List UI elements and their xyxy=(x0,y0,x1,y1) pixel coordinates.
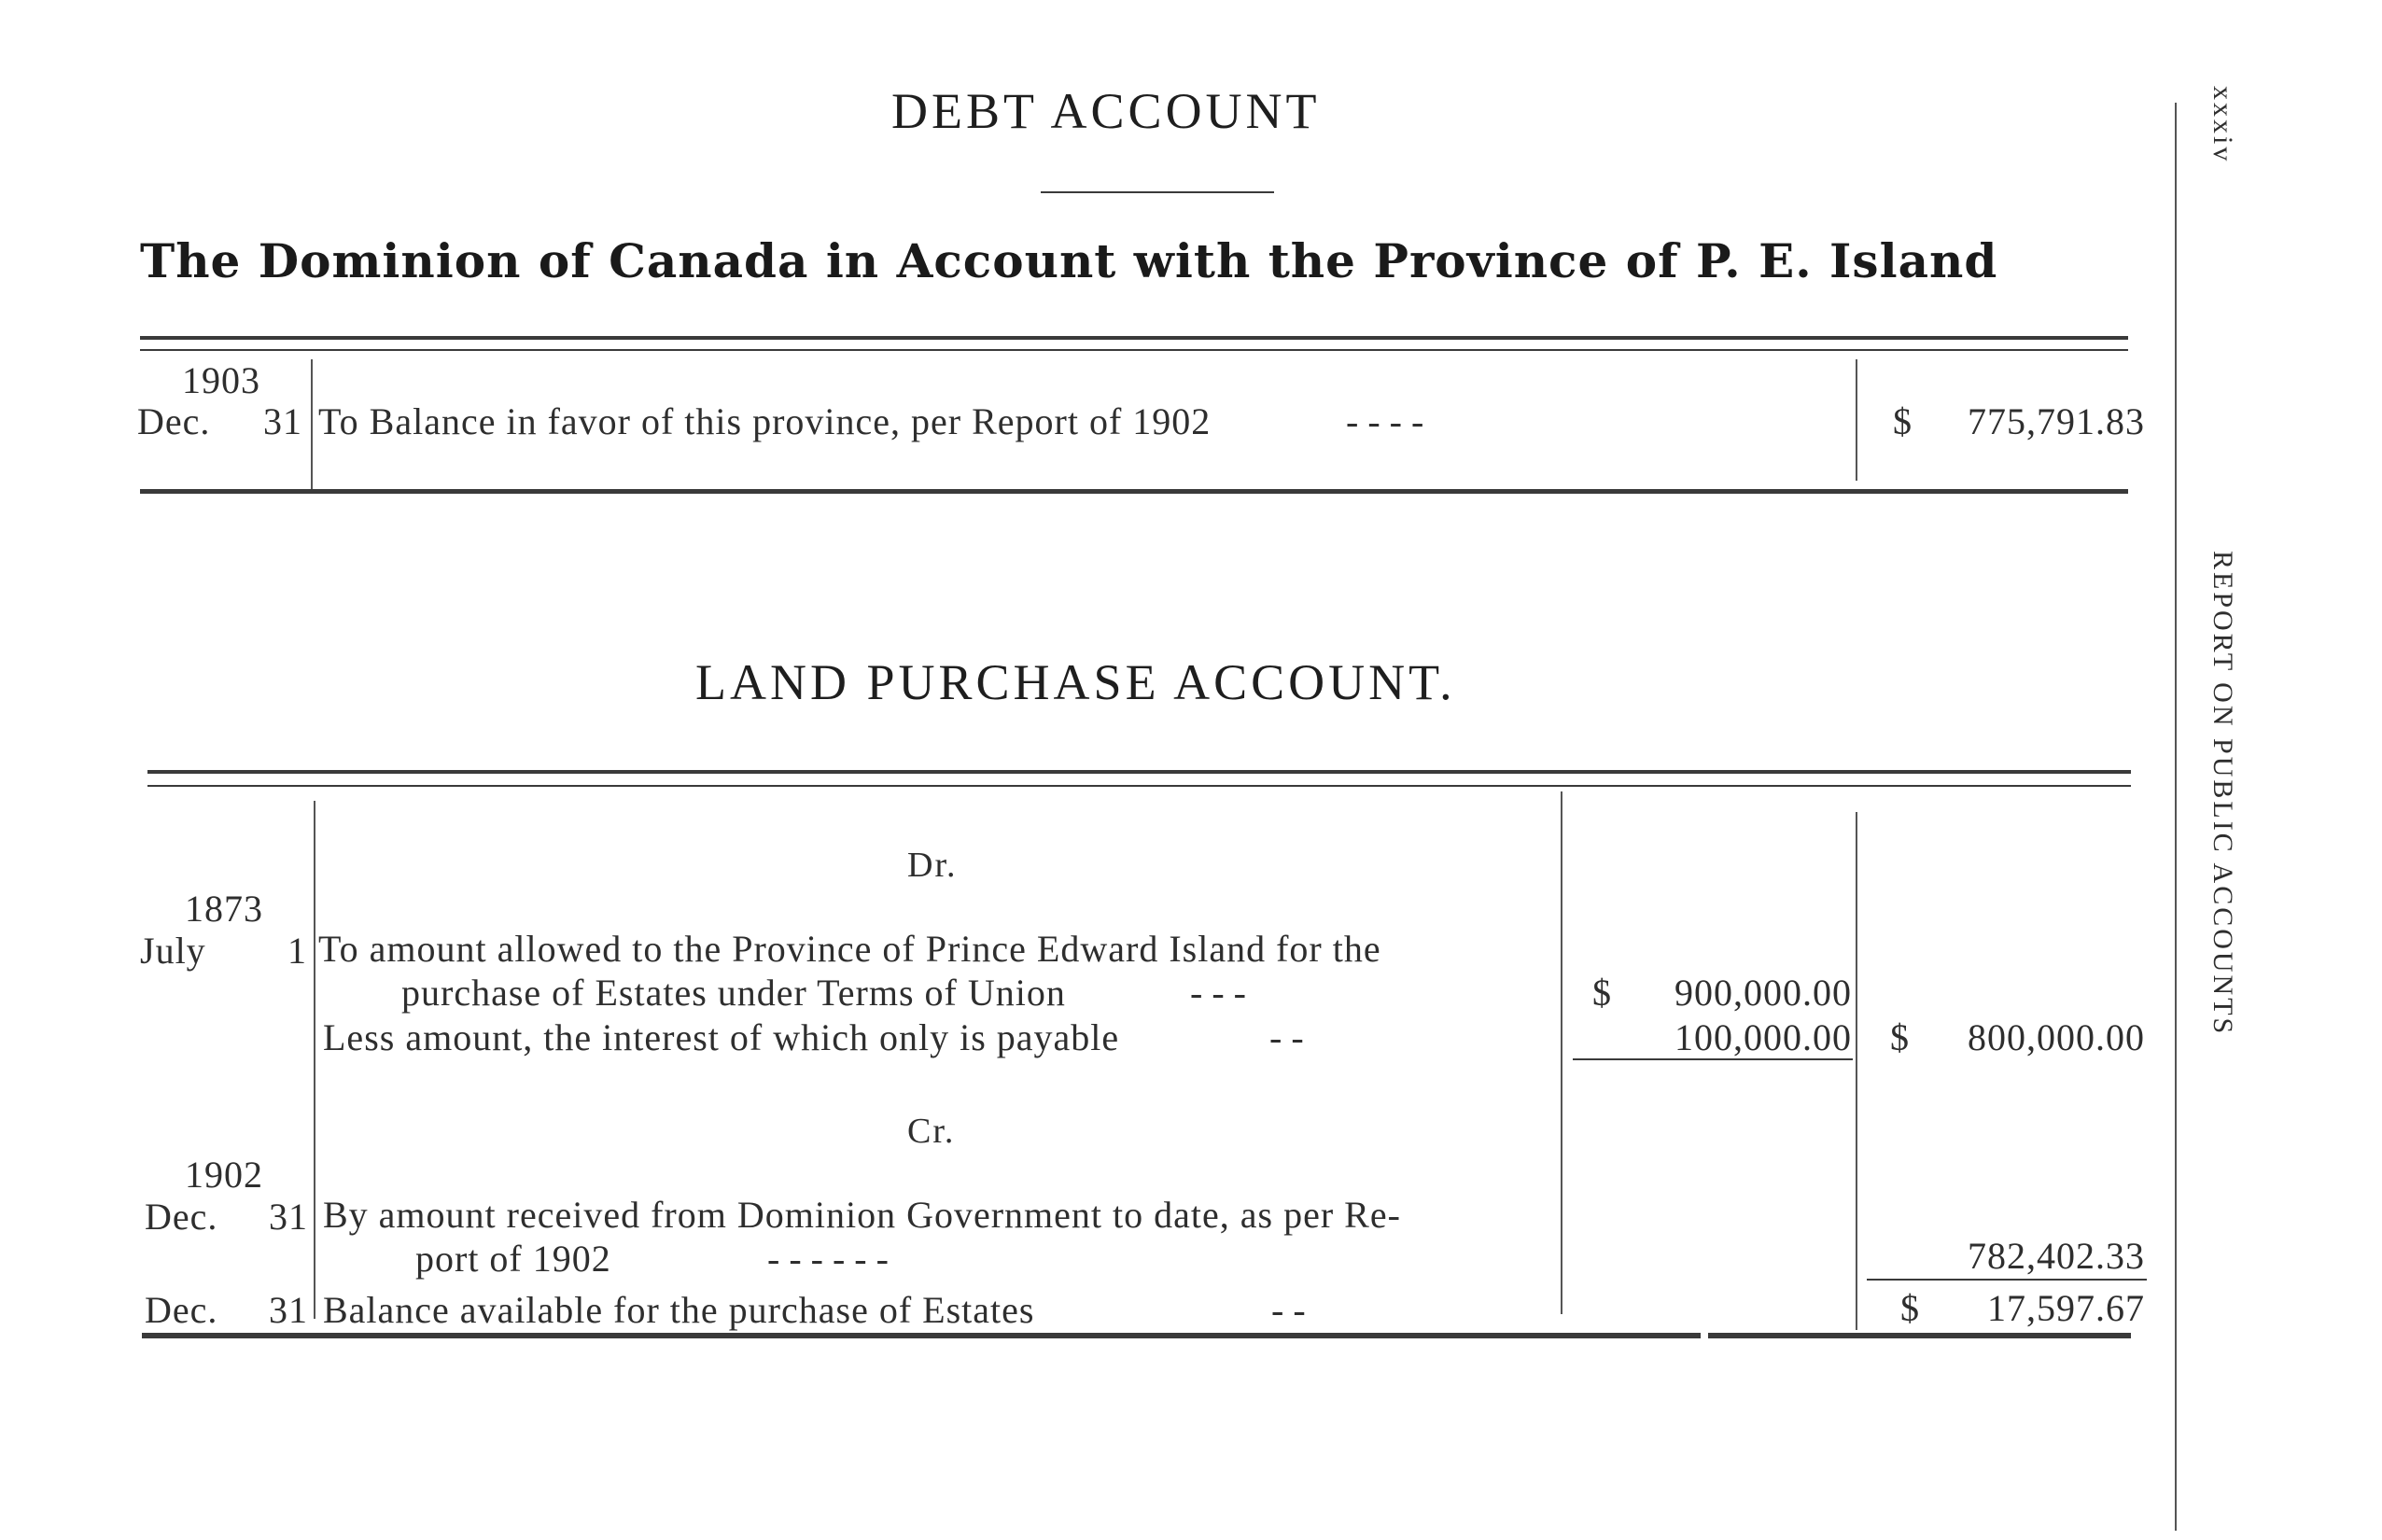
land-date-divider xyxy=(314,801,315,1319)
debt-currency: $ xyxy=(1893,400,1913,442)
land-amount-divider xyxy=(1856,812,1857,1330)
dr-sub-amount-1: 900,000.00 xyxy=(1674,972,1852,1014)
dr-line1: To amount allowed to the Province of Prince Edward Island for the xyxy=(318,928,1381,970)
debt-bottom-rule xyxy=(140,489,2128,494)
dr-sub-total-rule xyxy=(1573,1058,1853,1060)
cr-line3-leaders: - - xyxy=(1271,1289,1306,1331)
dr-year: 1873 xyxy=(185,888,263,930)
debt-month: Dec. xyxy=(137,400,211,442)
dr-sub-amount-2: 100,000.00 xyxy=(1674,1016,1852,1058)
dr-line3: Less amount, the interest of which only is payable xyxy=(323,1016,1120,1058)
heading-short-rule xyxy=(1041,191,1274,193)
cr-currency: $ xyxy=(1900,1287,1920,1329)
dr-sub-currency: $ xyxy=(1592,972,1612,1014)
land-bottom-rule-left xyxy=(142,1333,1701,1338)
cr-day-1: 31 xyxy=(269,1196,308,1238)
cr-amount-1: 782,402.33 xyxy=(1968,1235,2145,1277)
page-number: xxxiv xyxy=(2207,86,2238,164)
debt-account-heading: DEBT ACCOUNT xyxy=(891,83,1321,139)
land-account-heading: LAND PURCHASE ACCOUNT. xyxy=(695,654,1456,710)
dr-currency: $ xyxy=(1890,1016,1910,1058)
cr-month-2: Dec. xyxy=(145,1289,218,1331)
debt-top-rule-thin xyxy=(140,349,2128,351)
debt-day: 31 xyxy=(263,400,302,442)
debt-date-divider xyxy=(311,359,313,490)
cr-line2: port of 1902 xyxy=(415,1238,611,1280)
cr-balance-rule xyxy=(1867,1279,2147,1281)
running-title: REPORT ON PUBLIC ACCOUNTS xyxy=(2207,551,2238,1037)
cr-balance: 17,597.67 xyxy=(1987,1287,2145,1329)
margin-rule xyxy=(2175,103,2177,1531)
debt-leaders: - - - - xyxy=(1346,400,1424,442)
land-top-rule xyxy=(147,770,2131,774)
cr-line2-leaders: - - - - - - xyxy=(767,1238,889,1280)
dr-line3-leaders: - - xyxy=(1269,1016,1304,1058)
dr-day: 1 xyxy=(287,930,307,972)
debt-amount-divider xyxy=(1856,359,1857,481)
dr-total: 800,000.00 xyxy=(1968,1016,2145,1058)
debt-amount: 775,791.83 xyxy=(1968,400,2145,442)
land-bottom-rule-right xyxy=(1708,1333,2131,1338)
cr-day-2: 31 xyxy=(269,1289,308,1331)
debt-description: To Balance in favor of this province, per Report of 1902 xyxy=(318,400,1212,442)
cr-line1: By amount received from Dominion Government to date, as per Re- xyxy=(323,1194,1401,1236)
cr-label: Cr. xyxy=(907,1112,956,1151)
dr-month: July xyxy=(140,930,206,972)
land-subamount-divider xyxy=(1561,791,1562,1314)
account-subtitle: The Dominion of Canada in Account with the Province of P. E. Island xyxy=(140,233,1998,288)
dr-label: Dr. xyxy=(907,846,958,885)
debt-top-rule xyxy=(140,336,2128,340)
debt-year: 1903 xyxy=(182,359,260,401)
cr-year: 1902 xyxy=(185,1154,263,1196)
dr-line2-leaders: - - - xyxy=(1190,972,1246,1014)
cr-line3: Balance available for the purchase of Estates xyxy=(323,1289,1035,1331)
dr-line2: purchase of Estates under Terms of Union xyxy=(401,972,1066,1014)
cr-month-1: Dec. xyxy=(145,1196,218,1238)
land-top-rule-thin xyxy=(147,785,2131,787)
